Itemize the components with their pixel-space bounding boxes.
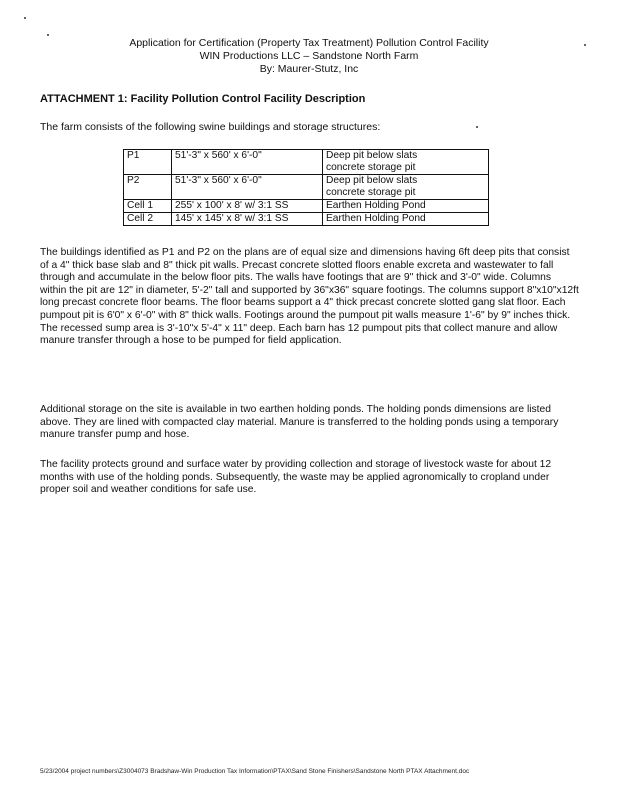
structure-name: Cell 2	[124, 213, 172, 226]
header-title: Application for Certification (Property Tax Treatment) Pollution Control Facility	[129, 37, 489, 49]
table-row	[124, 175, 489, 200]
document-header	[0, 37, 618, 76]
file-path-footer: 5/23/2004 project numbers\Z3004073 Bradshaw-Win Production Tax Information\PTAX\Sand Stone Finishers\Sandstone North PTAX Attachment.doc	[40, 768, 470, 775]
scan-speck	[47, 34, 49, 36]
structure-name: Cell 1	[124, 200, 172, 213]
structure-dimensions: 51'-3" x 560' x 6'-0"	[172, 175, 323, 200]
table-row	[124, 213, 489, 226]
table-row	[124, 200, 489, 213]
structure-name: P2	[124, 175, 172, 200]
header-company: WIN Productions LLC – Sandstone North Farm	[199, 50, 419, 62]
structure-dimensions: 145' x 145' x 8' w/ 3:1 SS	[172, 213, 323, 226]
paragraph-protection: The facility protects ground and surface water by providing collection and storage of livestock waste for about 12 months with use of the holding ponds. Subsequently, the waste may be applied agronomically to cropland under proper soil and weather conditions for safe use.	[40, 459, 552, 496]
description-line: Deep pit below slats	[326, 175, 418, 186]
structure-dimensions: 255' x 100' x 8' w/ 3:1 SS	[172, 200, 323, 213]
description-line: concrete storage pit	[326, 162, 416, 173]
structure-description: Earthen Holding Pond	[323, 200, 489, 213]
paragraph-buildings: The buildings identified as P1 and P2 on the plans are of equal size and dimensions having 6ft deep pits that consist of a 4" thick base slab and 8" thick pit walls. Precast concrete slotted floors enable excreta and wastewater to fall through and accumulate in the below floor pits. The walls have footings that are 9" thick and 3'-0" wide. Columns within the pit are 12" in diameter, 5'-2" tall and supported by 36"x36" square footings. The columns support 8"x10"x12ft long precast concrete floor beams. The floor beams support a 4" thick precast concrete slotted gang slat floor. Each pumpout pit is 6'0" x 6'-0" with 8" thick walls. Footings around the pumpout pit walls measure 1'-6" by 9" inches thick. The recessed sump area is 3'-10"x 5'-4" x 11" deep. Each barn has 12 pumpout pits that collect manure and allow manure transfer through a hose to be pumped for field application.	[40, 247, 579, 347]
description-line: concrete storage pit	[326, 187, 416, 198]
structure-description: Earthen Holding Pond	[323, 213, 489, 226]
table-row	[124, 150, 489, 175]
header-author: By: Maurer-Stutz, Inc	[259, 63, 359, 75]
structure-description	[323, 150, 489, 175]
paragraph-storage: Additional storage on the site is available in two earthen holding ponds. The holding ponds dimensions are listed above. They are lined with compacted clay material. Manure is transferred to the holding ponds using a temporary manure transfer pump and hose.	[40, 404, 559, 441]
structure-name: P1	[124, 150, 172, 175]
structure-description	[323, 175, 489, 200]
scan-speck	[476, 126, 478, 128]
scan-speck	[24, 17, 26, 19]
attachment-heading: ATTACHMENT 1: Facility Pollution Control Facility Description	[40, 93, 366, 105]
structure-dimensions: 51'-3" x 560' x 6'-0"	[172, 150, 323, 175]
intro-text: The farm consists of the following swine buildings and storage structures:	[40, 121, 381, 133]
structures-table	[123, 149, 489, 226]
description-line: Deep pit below slats	[326, 150, 418, 161]
